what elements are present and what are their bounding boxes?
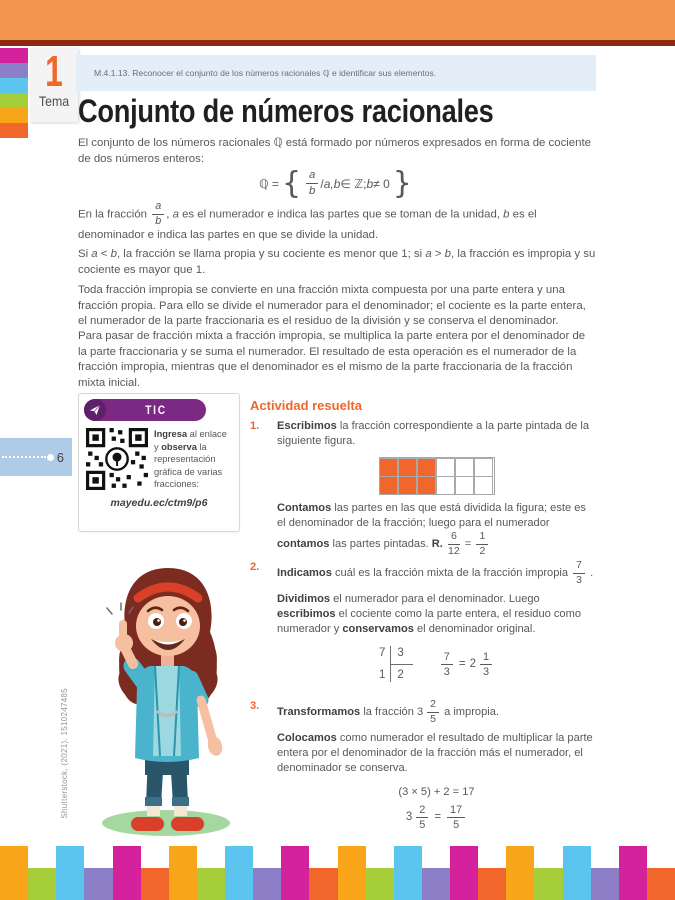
tic-header [84,399,206,421]
header-band-rule [0,40,675,46]
grid-cell-filled [379,458,398,477]
curriculum-standard-text: M.4.1.13. Reconocer el conjunto de los números racionales ℚ e identificar sus elementos. [94,67,437,78]
tic-text: Ingresa al enlace y observa la representación gráfica de varias fracciones: [154,429,227,490]
grid-cell-filled [417,458,436,477]
footer-bar [591,868,619,900]
qr-code [86,428,148,490]
footer-bar [141,868,169,900]
divisor: 3 [390,646,412,664]
header-band [0,0,675,40]
grid-cell-empty [474,476,493,495]
grid-cell-empty [436,476,455,495]
tema-box [30,48,78,122]
dot-icon [47,454,54,461]
improper-fraction-equation: 3 $\frac{2}{5}$ = $\frac{17}{5}$ [406,804,467,831]
multiplication-line: (3 × 5) + 2 = 17 [398,786,475,799]
curriculum-standard-bar [76,55,596,91]
footer-color-bars [0,846,675,900]
grid-cell-empty [436,458,455,477]
grid-cell-empty [474,458,493,477]
footer-bar [647,868,675,900]
footer-bar [450,846,478,900]
footer-bar [366,868,394,900]
grid-cell-filled [379,476,398,495]
theme-color-square [0,78,28,93]
footer-bar [478,868,506,900]
footer-bar [113,846,141,900]
item-body: Colocamos como numerador el resultado de multiplicar la parte entera por el denominador de la fracción más el numerador, el denominador se conserva. [277,732,593,775]
dotted-leader [2,456,46,458]
item-intro: Indicamos cuál es la fracción mixta de la fracción impropia $\frac{7}{3}$ . [277,559,594,586]
footer-bar [619,846,647,900]
fraction-grid-figure [379,457,495,495]
grid-cell-empty [455,458,474,477]
footer-bar [394,846,422,900]
item-number: 3. [250,700,260,712]
tema-label: Tema [38,93,70,109]
theme-color-square [0,93,28,108]
theme-color-squares [0,48,28,138]
intro-paragraph: Toda fracción impropia se convierte en una fracción mixta compuesta por una parte entera y una fracción propia. Para ello se divide el numerador para el denominador; el cociente es la parte entera, el numerador de la parte fraccionaria es el residuo de la división y se conserva el denominador. [78,284,586,328]
theme-color-square [0,63,28,78]
theme-color-square [0,108,28,123]
footer-bar [506,846,534,900]
item-intro: Escribimos la fracción correspondiente a la parte pintada de la siguiente figura. [277,420,590,448]
quotient: 2 [390,665,412,682]
paper-plane-icon [84,399,106,421]
item-body: Contamos las partes en las que está dividida la figura; este es el denominador de la fracción; luego para el numerador contamos las partes pintadas. R. $\frac{6}{12}$ = $\frac{1}{2}$ [277,502,586,557]
dividend: 7 [378,647,386,660]
footer-bar [281,846,309,900]
division-math-row [277,646,596,682]
long-division-layout [379,646,413,682]
page-number-tab [0,438,72,476]
footer-bar [169,846,197,900]
grid-cell-filled [417,476,436,495]
footer-bar [253,868,281,900]
footer-bar [563,846,591,900]
tema-number: 1 [45,47,63,96]
page-title: Conjunto de números racionales [78,93,494,129]
activity-item-1 [250,419,596,558]
footer-bar [28,868,56,900]
activity-heading: Actividad resuelta [250,398,362,413]
grid-cell-filled [398,476,417,495]
grid-cell-filled [398,458,417,477]
footer-bar [338,846,366,900]
footer-bar [56,846,84,900]
activity-item-3 [250,699,596,831]
theme-color-square [0,123,28,138]
tic-link[interactable]: mayedu.ec/ctm9/p6 [110,497,208,509]
intro-paragraph: Para pasar de fracción mixta a fracción impropia, se multiplica la parte entera por el denominador de la parte fraccionaria y se suma el numerador. El resultado de esta operación es el numerador de la fracción impropia, mientras que el denominador es el mismo de la parte fraccionaria de la fracción mixta inicial. [78,330,586,389]
intro-paragraph: Si a < b, la fracción se llama propia y su cociente es menor que 1; si a > b, la fracción es impropia y su cociente es mayor que 1. [78,248,596,276]
photo-credit: Shutterstock, (2021). 1510247485 [60,688,69,819]
theme-color-square [0,48,28,63]
footer-bar [0,846,28,900]
activity-item-2 [250,560,596,682]
item-intro: Transformamos la fracción 3 $\frac{2}{5}$ a impropia. [277,698,499,725]
mixed-fraction-equation: $\frac{7}{3}$ = 2 $\frac{1}{3}$ [439,651,494,678]
item-number: 2. [250,561,260,573]
tic-box [78,393,240,532]
footer-bar [84,868,112,900]
footer-bar [225,846,253,900]
tic-label: TIC [145,403,167,417]
page-number: 6 [56,449,64,465]
grid-cell-empty [455,476,474,495]
footer-bar [422,868,450,900]
footer-bar [309,868,337,900]
girl-illustration [90,550,248,842]
footer-bar [534,868,562,900]
footer-bar [197,868,225,900]
intro-paragraph: El conjunto de los números racionales ℚ está formado por números expresados en forma de cociente de dos números enteros: [78,137,591,165]
item-number: 1. [250,420,260,432]
intro-paragraph: En la fracción $\frac{a}{b}$ , a es el numerador e indica las partes que se toman de la unidad, b es el denominador e indica las partes en que se divide la unidad. [78,200,537,241]
rational-set-formula: ℚ = { $\frac{a}{b}$ / a,b ∈ ℤ; b ≠ 0 } [259,166,412,201]
remainder: 1 [378,668,386,681]
item-body: Dividimos el numerador para el denominador. Luego escribimos el cociente como la parte entera, el residuo como numerador y conservamos el denominador original. [277,593,582,636]
